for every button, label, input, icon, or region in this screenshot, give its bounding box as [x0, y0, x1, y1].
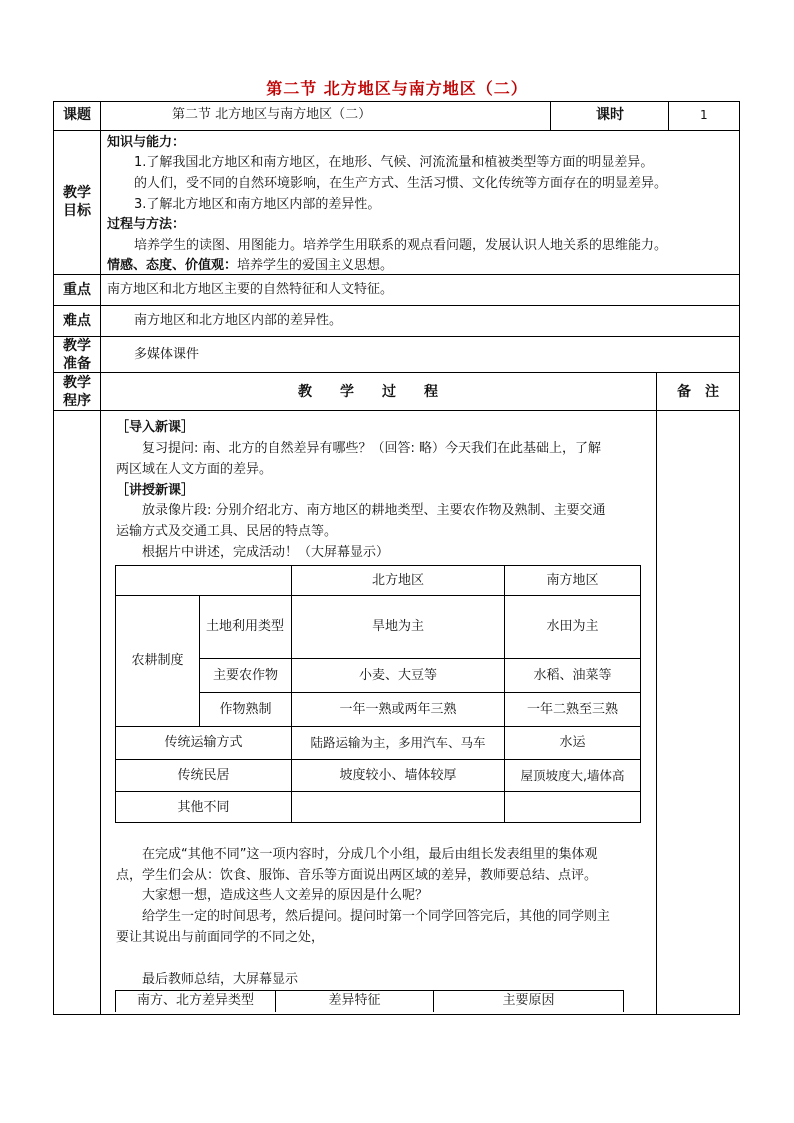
housing-north: 坡度较小、墙体较厚: [339, 767, 457, 783]
objective-attitude-text: 培养学生的爱国主义思想。: [237, 258, 394, 273]
intro-heading: ［导入新课］: [116, 420, 195, 435]
prep-label-line: 准备: [63, 356, 91, 372]
objectives-label-line: 教学: [63, 185, 91, 201]
difficulty-value: 南方地区和北方地区内部的差异性。: [134, 313, 343, 328]
row-divider: [53, 305, 740, 306]
body-line: 在完成“其他不同”这一项内容时，分成几个小组，最后由组长发表组里的集体观: [142, 847, 598, 862]
harvest-north: 一年一熟或两年三熟: [339, 701, 457, 717]
objectives-label-line: 目标: [63, 203, 91, 219]
objective-heading-knowledge: 知识与能力：: [107, 135, 186, 150]
harvest-south: 一年二熟至三熟: [526, 701, 618, 717]
col-south: 南方地区: [546, 572, 599, 588]
objective-line: 的人们，受不同的自然环境影响，在生产方式、生活习惯、文化传统等方面存在的明显差异。: [134, 176, 668, 191]
farming-system: 农耕制度: [131, 653, 184, 668]
row-divider: [53, 130, 740, 131]
other-label: 其他不同: [177, 799, 230, 815]
objectives-label: [54, 184, 100, 220]
body-line: 复习提问: 南、北方的自然差异有哪些？（回答: 略）今天我们在此基础上，了解: [142, 441, 602, 456]
body-line: 给学生一定的时间思考，然后提问。提问时第一个同学回答完后，其他的同学则主: [142, 909, 611, 924]
column-divider: [656, 372, 657, 1015]
column-divider: [100, 101, 101, 1015]
summary-col-type: 南方、北方差异类型: [136, 993, 254, 1008]
body-line: 放录像片段: 分别介绍北方、南方地区的耕地类型、主要农作物及熟制、主要交通: [142, 503, 606, 518]
key-points-value: 南方地区和北方地区主要的自然特征和人文特征。: [107, 282, 394, 297]
procedure-label-line: 程序: [63, 393, 91, 409]
land-use-label: 土地利用类型: [205, 619, 284, 634]
housing-label: 传统民居: [177, 767, 230, 783]
objective-heading-process: 过程与方法：: [107, 217, 186, 232]
housing-south: 屋顶坡度大,墙体高: [520, 767, 625, 783]
crops-south: 水稻、油菜等: [533, 667, 612, 683]
column-divider: [550, 101, 551, 130]
prep-value: 多媒体课件: [134, 347, 200, 362]
notes-header: 备 注: [677, 384, 719, 400]
land-use-south: 水田为主: [546, 619, 599, 634]
prep-label-line: 教学: [63, 338, 91, 354]
difficulty-label: 难点: [63, 313, 91, 329]
body-line: 大家想一想，造成这些人文差异的原因是什么呢？: [142, 888, 429, 903]
transport-label: 传统运输方式: [164, 735, 243, 750]
summary-col-reason: 主要原因: [502, 993, 555, 1008]
procedure-label-line: 教学: [63, 375, 91, 391]
lecture-heading: ［讲授新课］: [116, 483, 195, 498]
body-line: 两区域在人文方面的差异。: [116, 462, 273, 477]
land-use-north: 旱地为主: [371, 619, 424, 634]
column-divider: [668, 101, 669, 130]
summary-line: 最后教师总结，大屏幕显示: [142, 972, 299, 987]
row-divider: [53, 372, 740, 373]
document-title: 第二节 北方地区与南方地区（二）: [266, 79, 528, 98]
key-points-label: 重点: [63, 282, 91, 298]
procedure-label: [54, 374, 100, 410]
crops-north: 小麦、大豆等: [358, 667, 437, 683]
transport-south: 水运: [559, 735, 586, 750]
topic-label: 课题: [63, 107, 91, 123]
period-value: 1: [700, 108, 708, 122]
objective-line: 培养学生的读图、用图能力。培养学生用联系的观点看问题，发展认识人地关系的思维能力。: [134, 238, 668, 253]
harvest-label: 作物熟制: [219, 701, 272, 717]
body-line: 根据片中讲述，完成活动！（大屏幕显示）: [142, 545, 390, 560]
body-line: 运输方式及交通工具、民居的特点等。: [116, 524, 338, 539]
summary-col-feature: 差异特征: [328, 993, 381, 1008]
row-divider: [53, 410, 740, 411]
crops-label: 主要农作物: [212, 667, 278, 683]
transport-north: 陆路运输为主，多用汽车、马车: [310, 735, 486, 750]
topic-value: 第二节 北方地区与南方地区（二）: [172, 107, 372, 122]
objective-line-attitude: [107, 256, 393, 276]
body-line: 要让其说出与前面同学的不同之处，: [116, 930, 325, 945]
prep-label: [54, 337, 100, 373]
objective-line: 3.了解北方地区和南方地区内部的差异性。: [134, 197, 381, 212]
objective-line: 1.了解我国北方地区和南方地区，在地形、气候、河流流量和植被类型等方面的明显差异。: [134, 155, 654, 170]
period-label: 课时: [596, 107, 624, 123]
process-header: 教 学 过 程: [298, 384, 438, 400]
row-divider: [53, 336, 740, 337]
body-line: 点，学生们会从：饮食、服饰、音乐等方面说出两区域的差异，教师要总结、点评。: [116, 868, 598, 883]
objective-heading-attitude: 情感、态度、价值观：: [107, 258, 238, 273]
col-north: 北方地区: [371, 572, 424, 588]
